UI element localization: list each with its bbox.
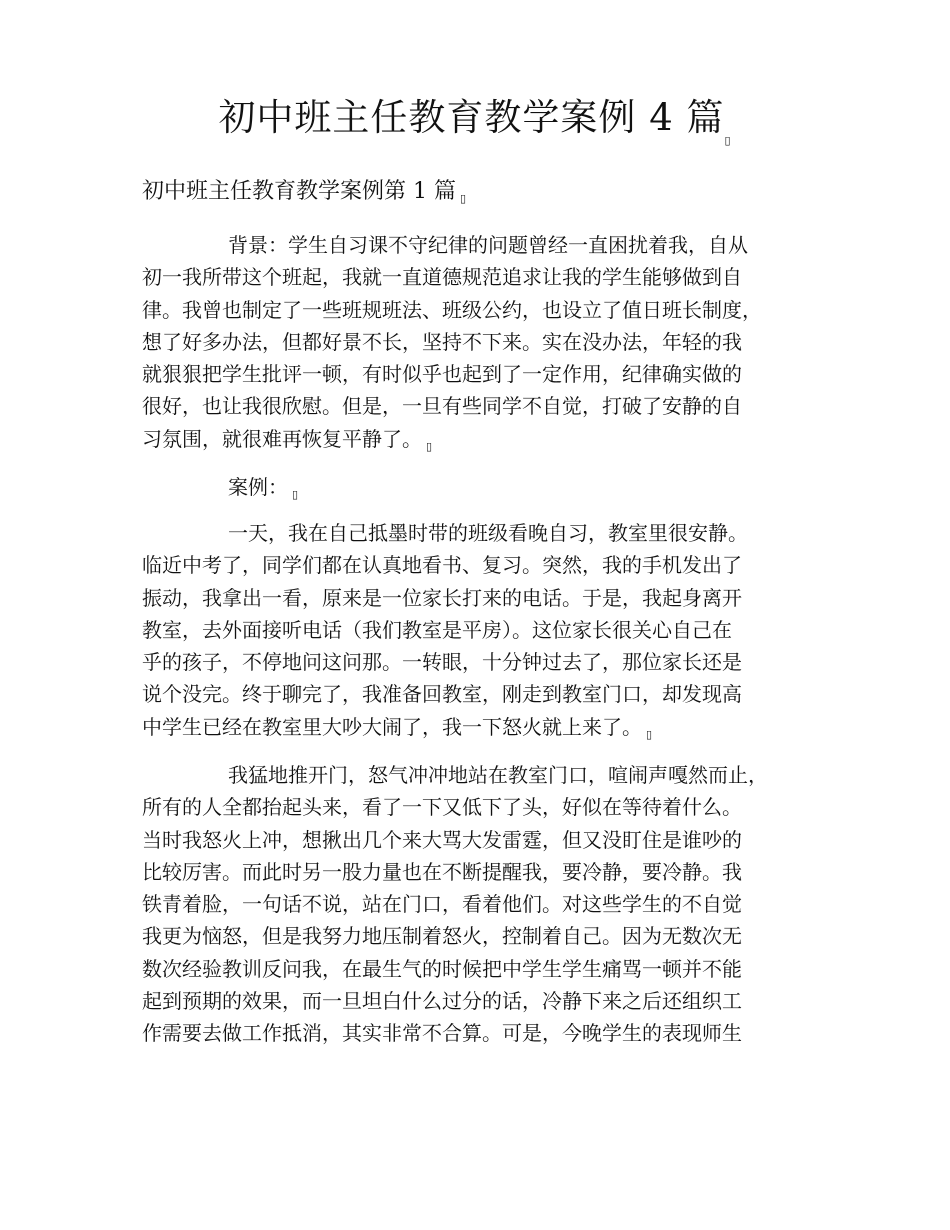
paragraph-mark-icon: ▯ bbox=[459, 192, 467, 205]
text-line-content: 习氛围，就很难再恢复平静了。 bbox=[142, 426, 422, 451]
text-line: 比较厉害。而此时另一股力量也在不断提醒我，要冷静，要冷静。我 bbox=[142, 859, 742, 884]
text-line: 临近中考了，同学们都在认真地看书、复习。突然，我的手机发出了 bbox=[142, 553, 742, 578]
text-line: 当时我怒火上冲，想揪出几个来大骂大发雷霆，但又没盯住是谁吵的 bbox=[142, 827, 742, 852]
paragraph-reaction bbox=[142, 759, 832, 1050]
paragraph-mark-icon: ▯ bbox=[426, 439, 433, 453]
section-title-text: 初中班主任教育教学案例第 1 篇 bbox=[142, 179, 456, 204]
paragraph-mark-icon: ▯ bbox=[292, 488, 299, 501]
text-line bbox=[142, 711, 832, 743]
paragraph-story bbox=[142, 517, 832, 743]
text-line: 所有的人全都抬起头来，看了一下又低下了头，好似在等待着什么。 bbox=[142, 795, 742, 820]
text-line: 铁青着脸，一句话不说，站在门口，看着他们。对这些学生的不自觉 bbox=[142, 892, 742, 917]
text-line-content: 案例： bbox=[228, 475, 288, 499]
text-line: 初一我所带这个班起，我就一直道德规范追求让我的学生能够做到自 bbox=[142, 265, 742, 290]
paragraph-mark-icon: ▯ bbox=[646, 727, 653, 741]
text-line: 数次经验教训反问我，在最生气的时候把中学生学生痛骂一顿并不能 bbox=[142, 956, 742, 981]
text-line bbox=[142, 423, 832, 455]
text-line: 教室，去外面接听电话（我们教室是平房）。这位家长很关心自己在 bbox=[142, 617, 732, 642]
paragraph-background bbox=[142, 229, 832, 455]
title-text: 初中班主任教育教学案例 4 篇 bbox=[218, 96, 725, 139]
text-line: 很好，也让我很欣慰。但是，一旦有些同学不自觉，打破了安静的自 bbox=[142, 394, 742, 419]
paragraph-mark-icon: ▯ bbox=[724, 134, 732, 147]
text-line: 乎的孩子，不停地问这问那。一转眼，十分钟过去了，那位家长还是 bbox=[142, 650, 742, 675]
document-title bbox=[0, 92, 950, 146]
text-line: 就狠狠把学生批评一顿，有时似乎也起到了一定作用，纪律确实做的 bbox=[142, 362, 742, 387]
text-line: 振动，我拿出一看，原来是一位家长打来的电话。于是，我起身离开 bbox=[142, 585, 742, 610]
text-line: 背景：学生自习课不守纪律的问题曾经一直困扰着我，自从 bbox=[228, 233, 748, 257]
text-line: 起到预期的效果，而一旦坦白什么过分的话，冷静下来之后还组织工 bbox=[142, 989, 742, 1014]
text-line: 律。我曾也制定了一些班规班法、班级公约，也设立了值日班长制度， bbox=[142, 297, 762, 322]
paragraph-case-label bbox=[142, 471, 832, 503]
text-line: 我更为恼怒，但是我努力地压制着怒火，控制着自己。因为无数次无 bbox=[142, 924, 742, 949]
text-line: 一天，我在自己抵墨时带的班级看晚自习，教室里很安静。 bbox=[228, 521, 748, 545]
text-line-content: 中学生已经在教室里大吵大闹了，我一下怒火就上来了。 bbox=[142, 714, 642, 739]
text-line bbox=[142, 471, 832, 503]
text-line: 作需要去做工作抵消，其实非常不合算。可是，今晚学生的表现师生 bbox=[142, 1021, 742, 1046]
text-line: 说个没完。终于聊完了，我准备回教室，刚走到教室门口，却发现高 bbox=[142, 682, 742, 707]
text-line: 我猛地推开门，怒气冲冲地站在教室门口，喧闹声嘎然而止， bbox=[228, 763, 768, 787]
section-title bbox=[142, 175, 466, 209]
text-line: 想了好多办法，但都好景不长，坚持不下来。实在没办法，年轻的我 bbox=[142, 329, 742, 354]
